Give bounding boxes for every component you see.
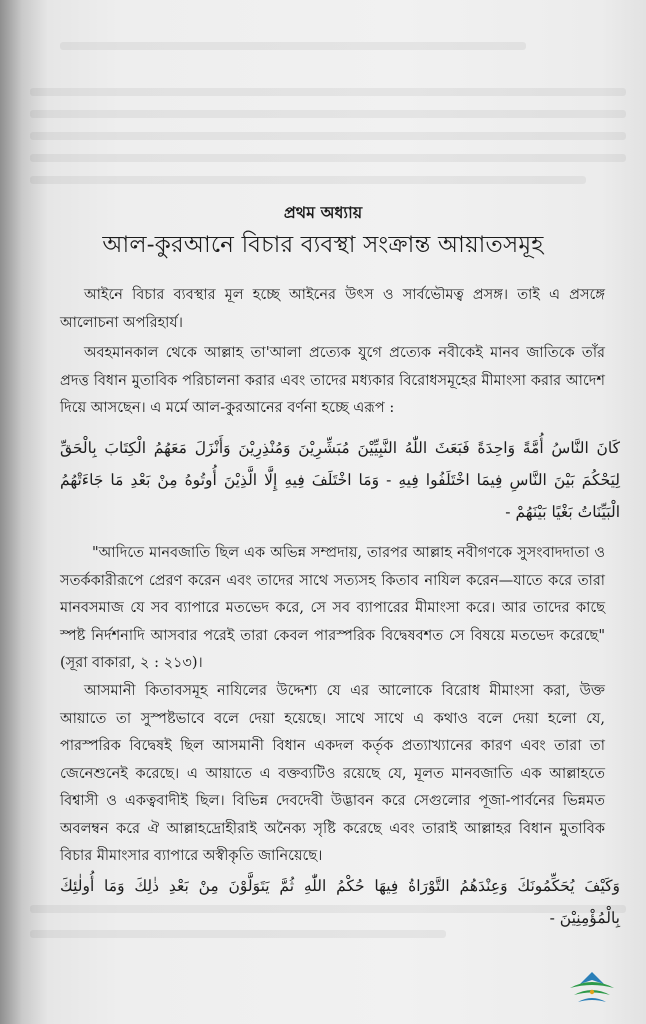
paragraph-history: অবহমানকাল থেকে আল্লাহ তা'আলা প্রত্যেক যুগে প্রত্যেক নবীকেই মানব জাতিকে তাঁর প্রদত্ত বিধান মুতাবিক পরিচালনা করার এবং তাদের মধ্যকার বিরোধসমূহের মীমাংসা করার আদেশ দিয়ে আসছেন। এ মর্মে আল-কুরআনের বর্ণনা হচ্ছে এরূপ : <box>60 345 605 416</box>
arabic-verse-baqarah: كَانَ النَّاسُ أُمَّةً وَاحِدَةً فَبَعَثَ اللّٰهُ النَّبِيِّيْنَ مُبَشِّرِيْنَ وَمُنْذِرِيْنَ وَأَنْزَلَ مَعَهُمُ الْكِتَابَ بِالْحَقِّ لِيَحْكُمَ بَيْنَ النَّاسِ فِيمَا اخْتَلَفُوا فِيهِ - وَمَا اخْتَلَفَ فِيهِ إِلَّا الَّذِيْنَ أُوتُوهُ مِنْ بَعْدِ مَا جَاءَتْهُمُ الْبَيِّنَاتُ بَغْيًا بَيْنَهُمْ - <box>60 439 620 521</box>
chapter-title: আল-কুরআনে বিচার ব্যবস্থা সংক্রান্ত আয়াতসমূহ <box>102 232 544 258</box>
verse-translation: "আদিতে মানবজাতি ছিল এক অভিন্ন সম্প্রদায়, তারপর আল্লাহ নবীগণকে সুসংবাদদাতা ও সতর্ককারীরূপে প্রেরণ করেন এবং তাদের সাথে সত্যসহ কিতাব নাযিল করেন—যাতে করে তারা মানবসমাজ যে সব ব্যাপারে মতভেদ করে, সে সব ব্যাপারের মীমাংসা করে। আর তাদের কাছে স্পষ্ট নির্দশনাদি আসবার পরেই তারা কেবল পারস্পরিক বিদ্বেষবশত সে বিষয়ে মতভেদ করেছে" (সূরা বাকারা, ২ : ২১৩)। <box>60 545 605 671</box>
publisher-logo-icon <box>564 968 620 1008</box>
paragraph-intro: আইনে বিচার ব্যবস্থার মূল হচ্ছে আইনের উৎস ও সার্বভৌমত্ব প্রসঙ্গ। তাই এ প্রসঙ্গে আলোচনা অপরিহার্য। <box>60 287 605 331</box>
arabic-verse-maidah: وَكَيْفَ يُحَكِّمُونَكَ وَعِنْدَهُمُ التَّوْرَاةُ فِيهَا حُكْمُ اللّٰهِ ثُمَّ يَتَوَلَّوْنَ مِنْ بَعْدِ ذٰلِكَ وَمَا أُولٰئِكَ بِالْمُؤْمِنِيْنَ - <box>60 877 620 927</box>
chapter-label: প্রথম অধ্যায় <box>283 203 363 222</box>
paragraph-explanation: আসমানী কিতাবসমূহ নাযিলের উদ্দেশ্য যে এর আলোকে বিরোধ মীমাংসা করা, উক্ত আয়াতে তা সুস্পষ্টভাবে বলে দেয়া হয়েছে। সাথে সাথে এ কথাও বলে দেয়া হলো যে, পারস্পরিক বিদ্বেষই ছিল আসমানী বিধান একদল কর্তৃক প্রত্যাখ্যানের কারণ এবং তারা তা জেনেশুনেই করেছে। এ আয়াতে এ বক্তব্যটিও রয়েছে যে, মূলত মানবজাতি এক আল্লাহতে বিশ্বাসী ও একত্ববাদীই ছিল। বিভিন্ন দেবদেবী উদ্ভাবন করে সেগুলোর পূজা-পার্বনের ভিন্নমত অবলম্বন করে ঐ আল্লাহদ্রোহীরাই অনৈক্য সৃষ্টি করেছে এবং তারাই আল্লাহর বিধান মুতাবিক বিচার মীমাংসার ব্যাপারে অস্বীকৃতি জানিয়েছে। <box>60 683 605 864</box>
